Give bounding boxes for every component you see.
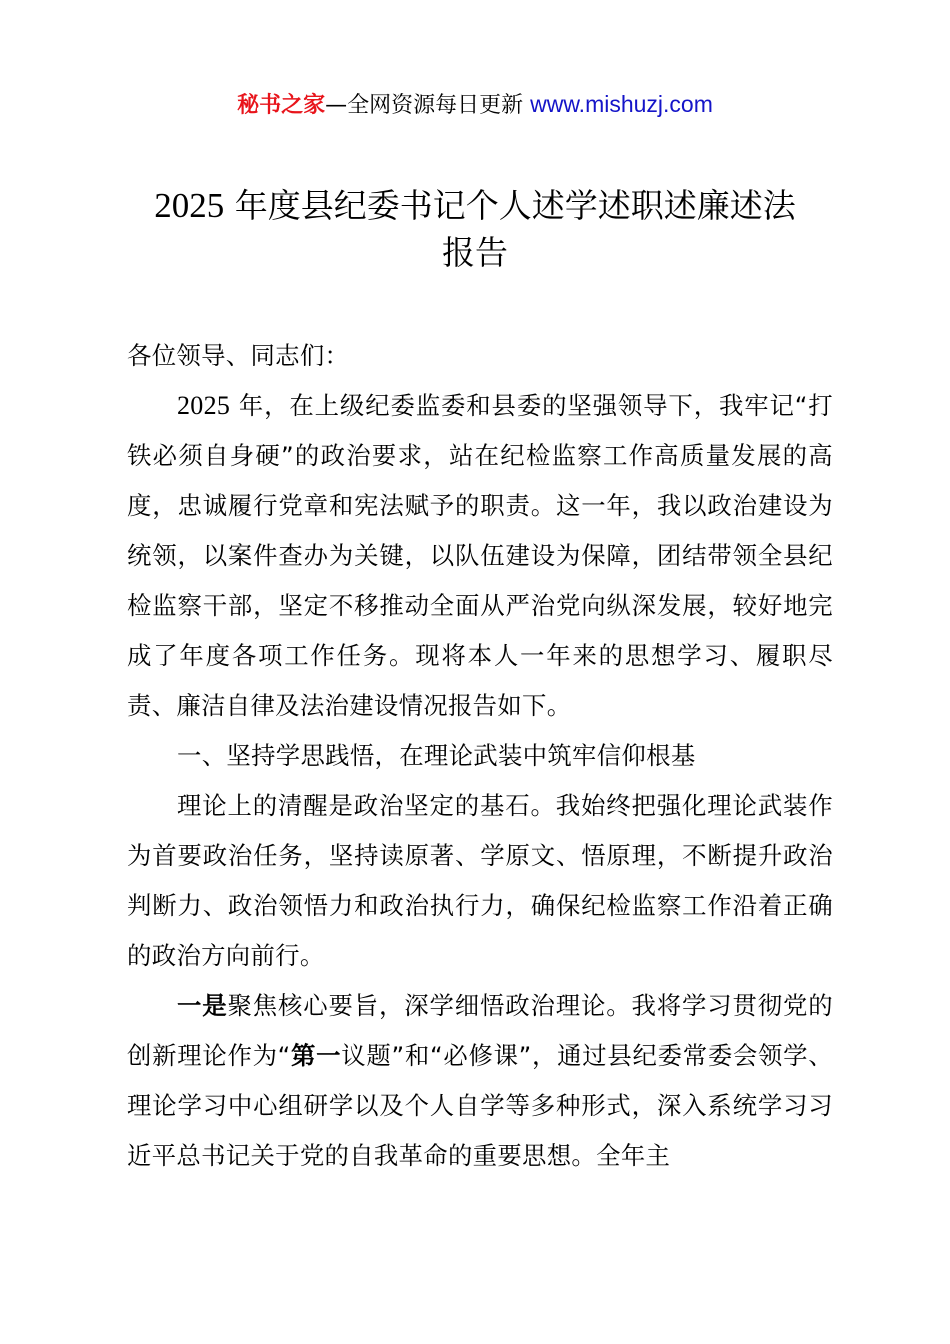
paragraph-theory: 理论上的清醒是政治坚定的基石。我始终把强化理论武装作为首要政治任务，坚持读原著、学原文、悟原理，不断提升政治判断力、政治领悟力和政治执行力，确保纪检监察工作沿着正确的政治方向前行。 [127, 791, 833, 970]
intro-year: 2025 [177, 391, 231, 420]
intro-text: 年，在上级纪委监委和县委的坚强领导下，我牢记“打铁必须自身硬”的政治要求，站在纪检监察工作高质量发展的高度，忠诚履行党章和宪法赋予的职责。这一年，我以政治建设为统领，以案件查办为关键，以队伍建设为保障，团结带领全县纪检监察干部，坚定不移推动全面从严治党向纵深发展，较好地完成了年度各项工作任务。现将本人一年来的思想学习、履职尽责、廉洁自律及法治建设情况报告如下。 [127, 391, 833, 720]
paragraph-point-one [127, 981, 833, 1181]
document-body [127, 331, 833, 1181]
title-line-1 [100, 182, 850, 229]
title-year: 2025 [154, 186, 225, 225]
brand-name: 秘书之家 [237, 93, 326, 118]
point-label: 一是 [177, 991, 228, 1020]
point-text-b: 议题”和“必修课”，通过县纪委常委会领学、理论学习中心组研学以及个人自学等多种形式，深入系统学习习近平总书记关于党的自我革命的重要思想。全年主 [127, 1041, 833, 1170]
point-text-a: 聚焦核心要旨，深学细悟政治理论。我将学习贯彻党的创新理论作为“ [127, 991, 834, 1070]
title-line-2: 报告 [442, 233, 508, 272]
salutation: 各位领导、同志们： [127, 341, 350, 370]
point-emphasis: 第一 [290, 1041, 342, 1070]
site-url-link[interactable]: www.mishuzj.com [530, 91, 713, 117]
section-heading-1: 一、坚持学思践悟，在理论武装中筑牢信仰根基 [177, 741, 696, 770]
paragraph-intro [127, 381, 833, 731]
banner-slogan: —全网资源每日更新 [325, 93, 524, 118]
site-banner [0, 88, 950, 122]
document-title [100, 182, 850, 276]
title-text: 年度县纪委书记个人述学述职述廉述法 [234, 186, 796, 225]
